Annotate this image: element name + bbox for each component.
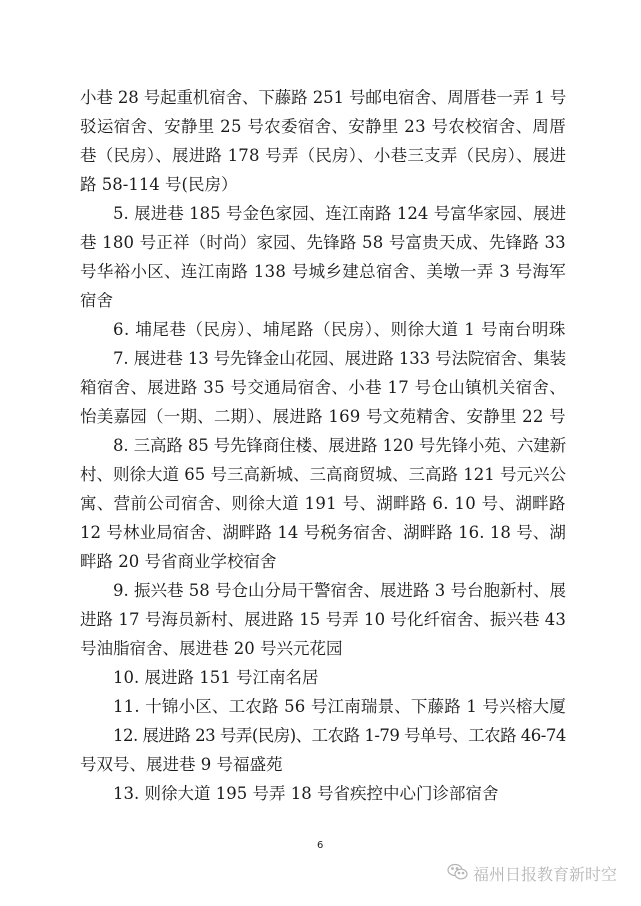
text-line-content: 宿舍 (80, 291, 113, 310)
text-line (80, 431, 566, 460)
text-line (80, 83, 566, 112)
text-line (80, 489, 566, 518)
text-line-content: 箱宿舍、展进路 35 号交通局宿舍、小巷 17 号仓山镇机关宿舍、 (80, 378, 567, 397)
text-line-content: 巷（民房）、展进路 178 号弄（民房）、小巷三支弄（民房）、展进 (80, 146, 567, 165)
text-line (80, 663, 566, 692)
text-line (80, 634, 566, 663)
text-line-content: 5. 展进巷 185 号金色家园、连江南路 124 号富华家园、展进 (113, 204, 567, 223)
text-line (80, 112, 566, 141)
text-line-content: 11. 十锦小区、工农路 56 号江南瑞景、下藤路 1 号兴榕大厦 (113, 697, 566, 716)
text-line-content: 寓、营前公司宿舍、则徐大道 191 号、湖畔路 6. 10 号、湖畔路 (80, 494, 566, 513)
wechat-icon (447, 863, 469, 885)
text-line (80, 547, 566, 576)
text-line-content: 巷 180 号正祥（时尚）家园、先锋路 58 号富贵天成、先锋路 33 (80, 233, 566, 252)
text-line (80, 721, 566, 750)
text-line-content: 小巷 28 号起重机宿舍、下藤路 251 号邮电宿舍、周厝巷一弄 1 号 (80, 88, 567, 107)
text-line (80, 605, 566, 634)
text-line-content: 10. 展进路 151 号江南名居 (113, 668, 319, 687)
text-line (80, 199, 566, 228)
text-line (80, 170, 566, 199)
text-line-content: 7. 展进巷 13 号先锋金山花园、展进路 133 号法院宿舍、集装 (113, 349, 567, 368)
text-line (80, 141, 566, 170)
watermark-text: 福州日报教育新时空 (473, 865, 618, 884)
text-line-content: 6. 埔尾巷（民房）、埔尾路（民房）、则徐大道 1 号南台明珠 (113, 320, 566, 339)
text-line (80, 373, 566, 402)
text-line (80, 460, 566, 489)
text-line-content: 9. 振兴巷 58 号仓山分局干警宿舍、展进路 3 号台胞新村、展 (113, 581, 566, 600)
text-line (80, 779, 566, 808)
text-line-content: 驳运宿舍、安静里 25 号农委宿舍、安静里 23 号农校宿舍、周厝 (80, 117, 567, 136)
text-line (80, 402, 566, 431)
document-body (80, 83, 566, 808)
text-line-content: 8. 三高路 85 号先锋商住楼、展进路 120 号先锋小苑、六建新 (113, 436, 567, 455)
text-line-content: 13. 则徐大道 195 号弄 18 号省疾控中心门诊部宿舍 (113, 784, 499, 803)
text-line (80, 344, 566, 373)
text-line (80, 576, 566, 605)
text-line (80, 228, 566, 257)
text-line (80, 518, 566, 547)
text-line-content: 12 号林业局宿舍、湖畔路 14 号税务宿舍、湖畔路 16. 18 号、湖 (80, 523, 566, 542)
text-line-content: 号油脂宿舍、展进巷 20 号兴元花园 (80, 639, 343, 658)
text-line-content: 畔路 20 号省商业学校宿舍 (80, 552, 277, 571)
text-line-content: 号华裕小区、连江南路 138 号城乡建总宿舍、美墩一弄 3 号海军 (80, 262, 567, 281)
text-line-content: 路 58-114 号(民房） (80, 175, 238, 194)
text-line (80, 286, 566, 315)
watermark (447, 862, 617, 885)
text-line (80, 315, 566, 344)
page-number: 6 (317, 840, 324, 851)
text-line (80, 257, 566, 286)
text-line-content: 12. 展进路 23 号弄(民房)、工农路 1-79 号单号、工农路 46-74 (113, 726, 566, 745)
text-line (80, 750, 566, 779)
text-line-content: 进路 17 号海员新村、展进路 15 号弄 10 号化纤宿舍、振兴巷 43 (80, 610, 566, 629)
text-line-content: 村、则徐大道 65 号三高新城、三高商贸城、三高路 121 号元兴公 (80, 465, 566, 484)
text-line-content: 怡美嘉园（一期、二期）、展进路 169 号文苑精舍、安静里 22 号 (80, 407, 566, 426)
text-line (80, 692, 566, 721)
text-line-content: 号双号、展进巷 9 号福盛苑 (80, 755, 283, 774)
